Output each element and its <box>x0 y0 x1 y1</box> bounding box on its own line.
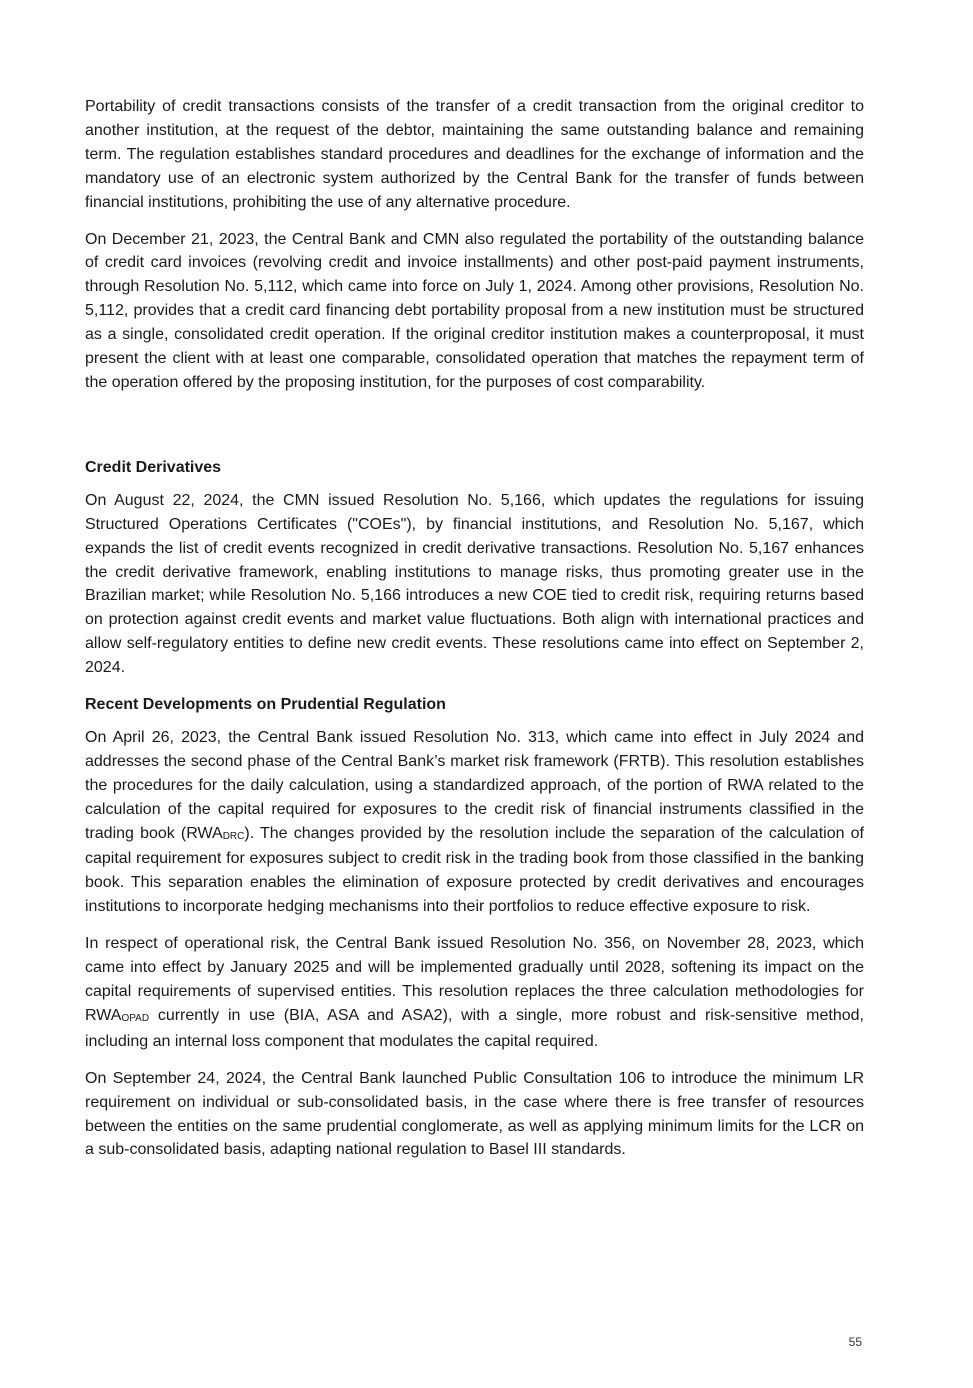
text-segment: ). The changes provided by the resolution include the separation of the calculation of capital requirement for exposures subject to credit risk in the trading book from those classified in the banking book. This separation enables the elimination of exposure protected by credit derivatives and encourages institutions to incorporate hedging mechanisms into their portfolios to reduce effective exposure to risk. <box>85 824 865 916</box>
paragraph-credit-derivatives: On August 22, 2024, the CMN issued Resolution No. 5,166, which updates the regulations for issuing Structured Operations Certificates ("COEs"), by financial institutions, and Resolution No. 5,167, which expands the list of credit events recognized in credit derivative transactions. Resolution No. 5,167 enhances the credit derivative framework, enabling institutions to manage risks, thus promoting greater use in the Brazilian market; while Resolution No. 5,166 introduces a new COE tied to credit risk, requiring returns based on protection against credit events and market value fluctuations. Both align with international practices and allow self-regulatory entities to define new credit events. These resolutions came into effect on September 2, 2024. <box>85 491 864 677</box>
paragraph-operational-risk <box>85 932 864 1054</box>
text-segment: On April 26, 2023, the Central Bank issued Resolution No. 313, which came into effect in July 2024 and addresses the second phase of the Central Bank’s market risk framework (FRTB). This resolution establishes the procedures for the daily calculation, using a standardized approach, of the portion of RWA related to the calculation of the capital required for exposures to the credit risk of financial instruments classified in the trading book (RWA <box>85 728 864 842</box>
paragraph-market-risk <box>85 726 864 919</box>
paragraph-credit-card-portability: On December 21, 2023, the Central Bank and CMN also regulated the portability of the outstanding balance of credit card invoices (revolving credit and invoice installments) and other post-paid payment instruments, through Resolution No. 5,112, which came into force on July 1, 2024. Among other provisions, Resolution No. 5,112, provides that a credit card financing debt portability proposal from a new institution must be structured as a single, consolidated credit operation. If the original creditor institution makes a counterproposal, it must present the client with at least one comparable, consolidated operation that matches the repayment term of the operation offered by the proposing institution, for the purposes of cost comparability. <box>85 230 864 391</box>
text-segment: In respect of operational risk, the Central Bank issued Resolution No. 356, on November 28, 2023, which came into effect by January 2025 and will be implemented gradually until 2028, softening its impact on the capital requirements of supervised entities. This resolution replaces the three calculation methodologies for RWA <box>85 935 864 1024</box>
section-spacer <box>85 408 864 456</box>
heading-prudential-regulation: Recent Developments on Prudential Regulation <box>85 696 446 714</box>
heading-credit-derivatives: Credit Derivatives <box>85 458 222 476</box>
subscript-opad: OPAD <box>121 1012 150 1024</box>
page-number: 55 <box>848 1335 862 1349</box>
subscript-drc: DRC <box>222 830 245 842</box>
document-body <box>85 95 864 1175</box>
paragraph-portability: Portability of credit transactions consists of the transfer of a credit transaction from the original creditor to another institution, at the request of the debtor, maintaining the same outstanding balance and remaining term. The regulation establishes standard procedures and deadlines for the exchange of information and the mandatory use of an electronic system authorized by the Central Bank for the transfer of funds between financial institutions, prohibiting the use of any alternative procedure. <box>85 98 864 211</box>
paragraph-public-consultation: On September 24, 2024, the Central Bank launched Public Consultation 106 to introduce the minimum LR requirement on individual or sub-consolidated basis, in the case where there is free transfer of resources between the entities on the same prudential conglomerate, as well as applying minimum limits for the LCR on a sub-consolidated basis, adapting national regulation to Basel III standards. <box>85 1069 864 1159</box>
text-segment: currently in use (BIA, ASA and ASA2), with a single, more robust and risk-sensitive method, including an internal loss component that modulates the capital required. <box>85 1006 864 1050</box>
